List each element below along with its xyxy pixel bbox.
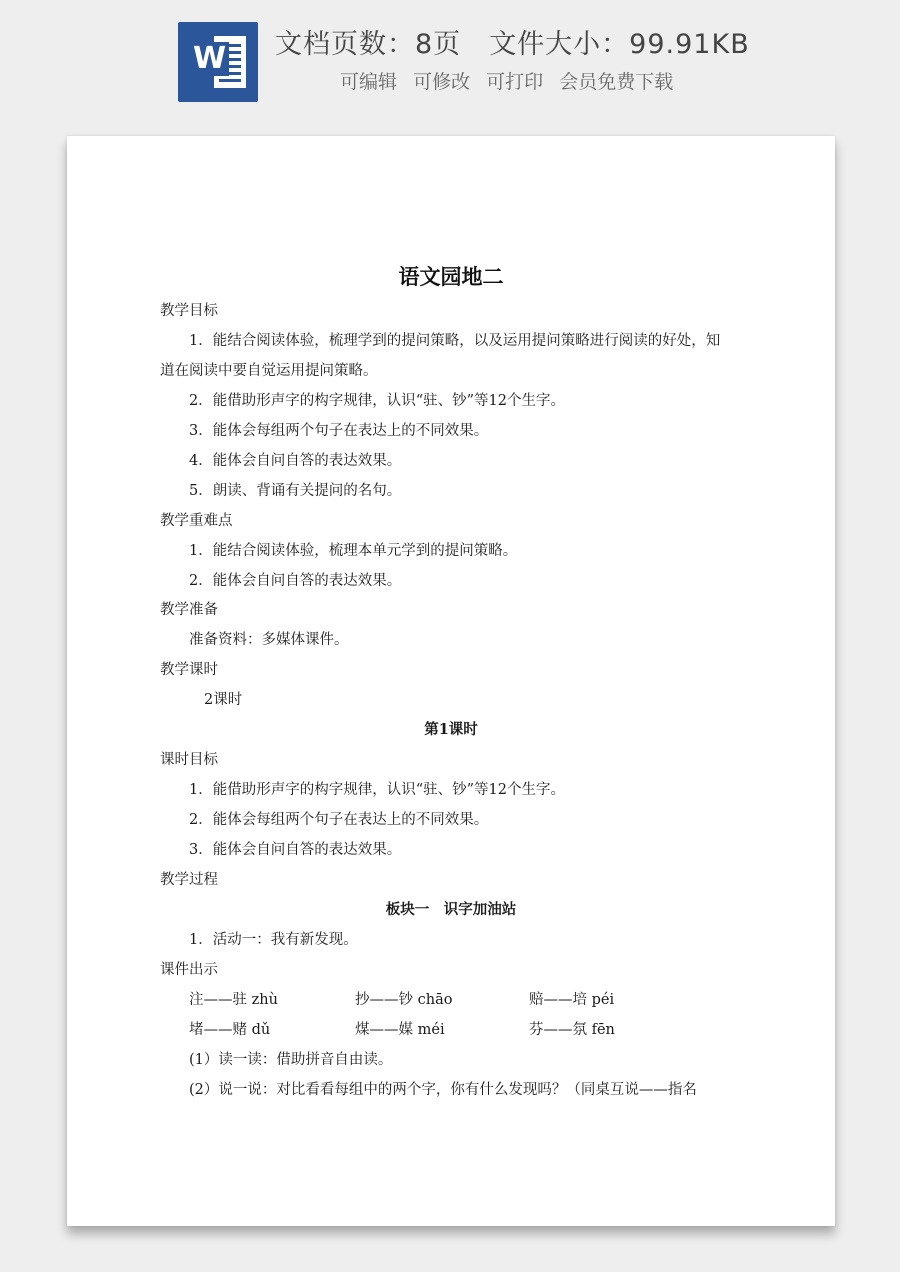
lesson-goal-1: 1．能借助形声字的构字规律，认识“驻、钞”等12个生字。 bbox=[189, 782, 565, 798]
block-1-heading: 板块一 识字加油站 bbox=[385, 901, 517, 918]
feature-printable: 可打印 bbox=[486, 71, 544, 93]
char-pair: 堵——赌 dǔ bbox=[189, 1022, 271, 1038]
key-point-2: 2．能体会自问自答的表达效果。 bbox=[189, 573, 402, 589]
step-read: (1）读一读：借助拼音自由读。 bbox=[189, 1052, 393, 1068]
char-pair: 赔——培 péi bbox=[529, 992, 615, 1008]
file-size: 文件大小：99.91KB bbox=[489, 29, 750, 60]
goal-1: 1．能结合阅读体验，梳理学到的提问策略，以及运用提问策略进行阅读的好处，知 bbox=[189, 333, 721, 349]
goal-3: 3．能体会每组两个句子在表达上的不同效果。 bbox=[189, 423, 489, 439]
goal-5: 5．朗读、背诵有关提问的名句。 bbox=[189, 483, 402, 499]
step-discuss: (2）说一说：对比看看每组中的两个字，你有什么发现吗？（同桌互说——指名 bbox=[189, 1082, 697, 1098]
doc-title: 语文园地二 bbox=[398, 264, 504, 289]
heading-key-points: 教学重难点 bbox=[160, 513, 233, 529]
doc-info-banner bbox=[0, 0, 900, 130]
feature-member-download: 会员免费下载 bbox=[559, 71, 674, 93]
feature-modifiable: 可修改 bbox=[413, 71, 471, 93]
heading-teaching-process: 教学过程 bbox=[160, 872, 218, 888]
lesson-goal-2: 2．能体会每组两个句子在表达上的不同效果。 bbox=[189, 812, 489, 828]
class-hours-text: 2课时 bbox=[204, 692, 243, 708]
goal-2: 2．能借助形声字的构字规律，认识“驻、钞”等12个生字。 bbox=[189, 393, 565, 409]
char-pair: 抄——钞 chāo bbox=[355, 992, 453, 1008]
heading-teaching-goals: 教学目标 bbox=[160, 303, 218, 319]
heading-courseware: 课件出示 bbox=[160, 962, 218, 978]
doc-features bbox=[340, 67, 683, 94]
char-pair: 注——驻 zhù bbox=[189, 992, 278, 1008]
document-page bbox=[67, 136, 835, 1226]
heading-preparation: 教学准备 bbox=[160, 602, 218, 618]
preparation-text: 准备资料：多媒体课件。 bbox=[189, 632, 349, 648]
lesson-1-heading: 第1课时 bbox=[424, 721, 478, 738]
activity-1: 1．活动一：我有新发现。 bbox=[189, 932, 358, 948]
word-doc-icon bbox=[178, 22, 258, 102]
char-pair: 芬——氛 fēn bbox=[529, 1022, 615, 1038]
heading-lesson-goals: 课时目标 bbox=[160, 752, 218, 768]
goal-4: 4．能体会自问自答的表达效果。 bbox=[189, 453, 402, 469]
heading-class-hours: 教学课时 bbox=[160, 662, 218, 678]
doc-meta-primary bbox=[275, 22, 750, 61]
page-count: 文档页数：8页 bbox=[275, 29, 462, 60]
char-pair: 煤——媒 méi bbox=[355, 1022, 445, 1038]
key-point-1: 1．能结合阅读体验，梳理本单元学到的提问策略。 bbox=[189, 543, 518, 559]
lesson-goal-3: 3．能体会自问自答的表达效果。 bbox=[189, 842, 402, 858]
feature-editable: 可编辑 bbox=[340, 71, 398, 93]
goal-1-cont: 道在阅读中要自觉运用提问策略。 bbox=[160, 363, 378, 379]
word-icon-letter: W bbox=[190, 42, 229, 76]
